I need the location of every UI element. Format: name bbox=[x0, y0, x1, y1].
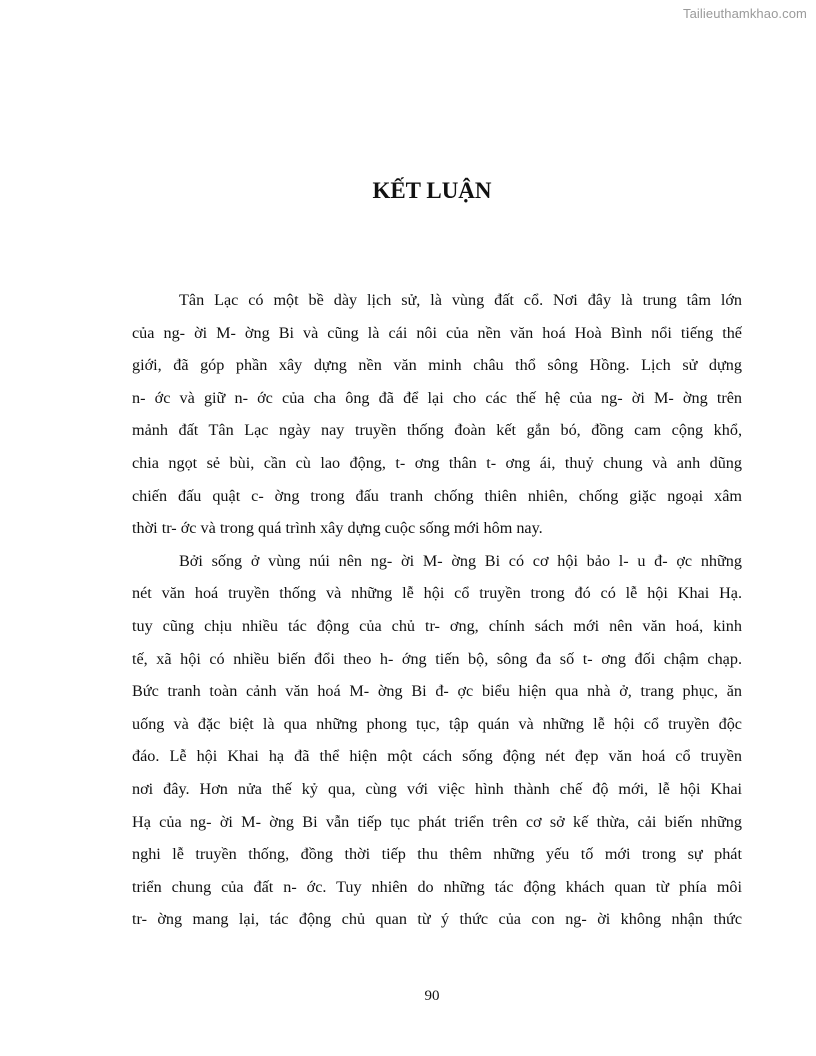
chapter-title: KẾT LUẬN bbox=[372, 178, 492, 203]
text-line: thời tr- ớc và trong quá trình xây dựng cuộc sống mới hôm nay. bbox=[132, 519, 543, 538]
text-line: tuy cũng chịu nhiều tác động của chủ tr- ơng, chính sách mới nên văn hoá, kinh bbox=[132, 616, 742, 635]
text-line: mảnh đất Tân Lạc ngày nay truyền thống đoàn kết gắn bó, đồng cam cộng khổ, bbox=[132, 421, 742, 440]
text-line: Tân Lạc có một bề dày lịch sử, là vùng đất cổ. Nơi đây là trung tâm lớn bbox=[179, 291, 742, 309]
text-line: tế, xã hội có nhiều biến đổi theo h- ớng tiến bộ, sông đa số t- ơng đối chậm chạp. bbox=[132, 649, 742, 668]
text-line: nơi đây. Hơn nửa thế kỷ qua, cùng với việc hình thành chế độ mới, lễ hội Khai bbox=[132, 779, 742, 798]
text-line: giới, đã góp phần xây dựng nền văn minh châu thổ sông Hồng. Lịch sử dựng bbox=[132, 356, 742, 375]
text-line: Bức tranh toàn cảnh văn hoá M- ờng Bi đ- ợc biểu hiện qua nhà ở, trang phục, ăn bbox=[132, 682, 742, 701]
text-line: nghi lễ truyền thống, đồng thời tiếp thu thêm những yếu tố mới trong sự phát bbox=[132, 845, 742, 864]
page-number: 90 bbox=[424, 988, 440, 1004]
text-line: uống và đặc biệt là qua những phong tục, tập quán và những lễ hội cổ truyền độc bbox=[132, 714, 742, 733]
paragraph-1 bbox=[132, 284, 742, 545]
site-watermark: Tailieuthamkhao.com bbox=[682, 6, 807, 21]
body-text bbox=[132, 284, 742, 936]
text-line: Bởi sống ở vùng núi nên ng- ời M- ờng Bi có cơ hội bảo l- u đ- ợc những bbox=[179, 551, 742, 570]
text-line: chiến đấu quật c- ờng trong đấu tranh chống thiên nhiên, chống giặc ngoại xâm bbox=[132, 486, 742, 505]
text-line: đáo. Lễ hội Khai hạ đã thể hiện một cách sống động nét đẹp văn hoá cổ truyền bbox=[132, 747, 742, 766]
text-line: triển chung của đất n- ớc. Tuy nhiên do những tác động khách quan từ phía môi bbox=[132, 877, 742, 896]
text-line: của ng- ời M- ờng Bi và cũng là cái nôi của nền văn hoá Hoà Bình nổi tiếng thế bbox=[132, 323, 742, 342]
text-line: nét văn hoá truyền thống và những lễ hội cổ truyền trong đó có lễ hội Khai Hạ. bbox=[132, 584, 742, 603]
text-line: n- ớc và giữ n- ớc của cha ông đã để lại cho các thế hệ của ng- ời M- ờng trên bbox=[132, 388, 742, 407]
paragraph-2 bbox=[132, 545, 742, 936]
text-line: tr- ờng mang lại, tác động chủ quan từ ý thức của con ng- ời không nhận thức bbox=[132, 910, 742, 929]
text-line: Hạ của ng- ời M- ờng Bi vẫn tiếp tục phát triển trên cơ sở kế thừa, cải biến những bbox=[132, 812, 742, 831]
text-line: chia ngọt sẻ bùi, cần cù lao động, t- ơng thân t- ơng ái, thuỷ chung và anh dũng bbox=[132, 453, 742, 472]
